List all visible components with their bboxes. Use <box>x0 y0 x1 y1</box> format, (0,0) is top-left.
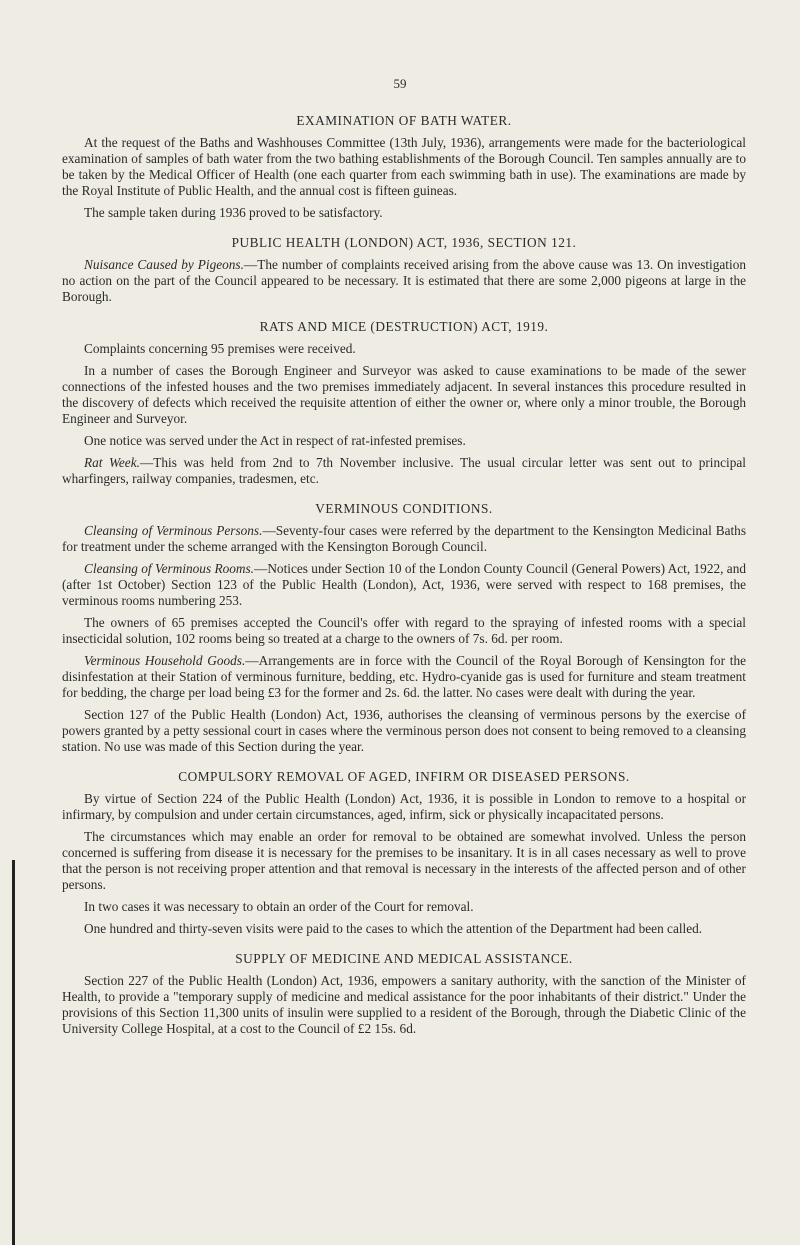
paragraph <box>62 455 746 487</box>
paragraph-text: In a number of cases the Borough Engineer and Surveyor was asked to cause examinations to be made of the sewer connections of the infested houses and the two premises immediately adjacent. In several instances this procedure resulted in the discovery of defects which received the requisite attention of either the owner or, where only a minor trouble, the Borough Engineer and Surveyor. <box>62 363 746 426</box>
section-heading: COMPULSORY REMOVAL OF AGED, INFIRM OR DISEASED PERSONS. <box>178 769 630 784</box>
scan-edge-shadow <box>12 860 15 1245</box>
paragraph <box>62 523 746 555</box>
section <box>62 951 746 1037</box>
section <box>62 501 746 755</box>
paragraph <box>62 829 746 893</box>
paragraph-lead: Cleansing of Verminous Rooms. <box>84 561 255 576</box>
section-heading: VERMINOUS CONDITIONS. <box>315 501 493 516</box>
paragraph <box>62 363 746 427</box>
paragraph-text: One notice was served under the Act in respect of rat-infested premises. <box>84 433 466 448</box>
paragraph-text: —The number of complaints received arising from the above cause was 13. On investigation no action on the part of the Council appeared to be necessary. It is estimated that there are some 2,000 pigeons at large in the Borough. <box>62 257 746 304</box>
section <box>62 235 746 305</box>
paragraph <box>62 341 746 357</box>
paragraph-text: Complaints concerning 95 premises were received. <box>84 341 356 356</box>
paragraph <box>62 899 746 915</box>
paragraph <box>62 433 746 449</box>
paragraph-text: Section 227 of the Public Health (London) Act, 1936, empowers a sanitary authority, with the sanction of the Minister of Health, to provide a "temporary supply of medicine and medical assistance for the poor inhabitants of their district." Under the provisions of this Section 11,300 units of insulin were supplied to a resident of the Borough, through the Diabetic Clinic of the University College Hospital, at a cost to the Council of £2 15s. 6d. <box>62 973 746 1036</box>
paragraph-text: At the request of the Baths and Washhouses Committee (13th July, 1936), arrangements were made for the bacteriological examination of samples of bath water from the two bathing establishments of the Borough Council. Ten samples annually are to be taken by the Medical Officer of Health (one each quarter from each swimming bath in use). The examinations are made by the Royal Institute of Public Health, and the annual cost is fifteen guineas. <box>62 135 746 198</box>
paragraph <box>62 973 746 1037</box>
paragraph-text: By virtue of Section 224 of the Public Health (London) Act, 1936, it is possible in London to remove to a hospital or infirmary, by compulsion and under certain circumstances, aged, infirm, sick or physically incapacitated persons. <box>62 791 746 822</box>
section <box>62 319 746 487</box>
section-heading: EXAMINATION OF BATH WATER. <box>296 113 512 128</box>
page-number: 59 <box>393 76 407 91</box>
paragraph <box>62 653 746 701</box>
section <box>62 769 746 937</box>
section-heading: RATS AND MICE (DESTRUCTION) ACT, 1919. <box>259 319 549 334</box>
paragraph <box>62 791 746 823</box>
section-heading: PUBLIC HEALTH (LONDON) ACT, 1936, SECTION 121. <box>231 235 577 250</box>
paragraph-text: —Arrangements are in force with the Council of the Royal Borough of Kensington for the disinfestation at their Station of verminous furniture, bedding, etc. Hydro-cyanide gas is used for furniture and steam treatment for bedding, the charge per load being £3 for the former and 2s. 6d. the latter. No cases were dealt with during the year. <box>62 653 746 700</box>
paragraph-lead: Verminous Household Goods. <box>84 653 246 668</box>
paragraph-lead: Nuisance Caused by Pigeons. <box>84 257 244 272</box>
paragraph-lead: Rat Week. <box>84 455 140 470</box>
paragraph-lead: Cleansing of Verminous Persons. <box>84 523 263 538</box>
paragraph <box>62 205 746 221</box>
paragraph-text: —Notices under Section 10 of the London County Council (General Powers) Act, 1922, and (after 1st October) Section 123 of the Public Health (London), Act, 1936, were served with respect to 168 premises, the verminous rooms numbering 253. <box>62 561 746 608</box>
paragraph <box>62 561 746 609</box>
paragraph-text: Section 127 of the Public Health (London) Act, 1936, authorises the cleansing of verminous persons by the exercise of powers granted by a petty sessional court in cases where the verminous person does not consent to being removed to a cleansing station. No use was made of this Section during the year. <box>62 707 746 754</box>
paragraph-text: The sample taken during 1936 proved to be satisfactory. <box>84 205 383 220</box>
paragraph <box>62 921 746 937</box>
paragraph-text: The owners of 65 premises accepted the Council's offer with regard to the spraying of infested rooms with a special insecticidal solution, 102 rooms being so treated at a charge to the owners of 7s. 6d. per room. <box>62 615 746 646</box>
paragraph <box>62 615 746 647</box>
section <box>62 113 746 221</box>
paragraph-text: The circumstances which may enable an order for removal to be obtained are somewhat involved. Unless the person concerned is suffering from disease it is necessary for the premises to be insanitary. It is in all cases necessary as well to prove that the person is not receiving proper attention and that removal is necessary in the interests of the affected person and of other persons. <box>62 829 746 892</box>
paragraph <box>62 707 746 755</box>
paragraph-text: —Seventy-four cases were referred by the department to the Kensington Medicinal Baths for treatment under the scheme arranged with the Kensington Borough Council. <box>62 523 746 554</box>
paragraph-text: —This was held from 2nd to 7th November inclusive. The usual circular letter was sent out to principal wharfingers, railway companies, tradesmen, etc. <box>62 455 746 486</box>
paragraph-text: In two cases it was necessary to obtain an order of the Court for removal. <box>84 899 474 914</box>
section-heading: SUPPLY OF MEDICINE AND MEDICAL ASSISTANCE. <box>235 951 573 966</box>
paragraph-text: One hundred and thirty-seven visits were paid to the cases to which the attention of the Department had been called. <box>84 921 703 936</box>
paragraph <box>62 135 746 199</box>
page-content <box>62 113 746 1043</box>
paragraph <box>62 257 746 305</box>
